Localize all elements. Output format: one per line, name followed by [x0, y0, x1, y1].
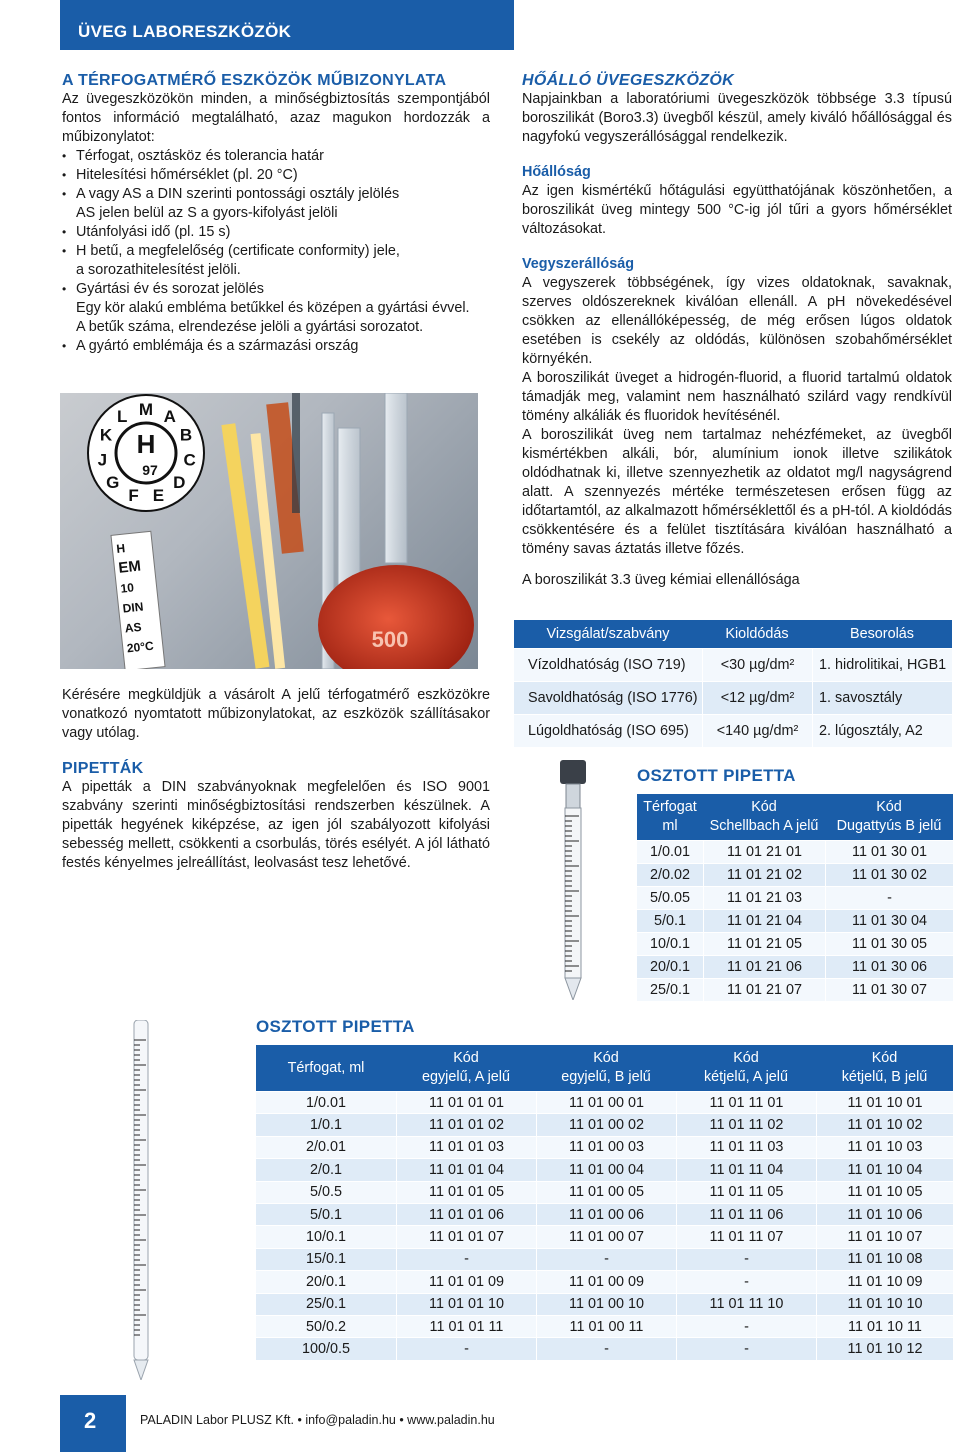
table-row — [256, 1136, 953, 1158]
chem-resistance-table — [514, 620, 952, 747]
table-cell: 11 01 10 09 — [816, 1270, 953, 1292]
table-cell: 2. lúgosztály, A2 — [812, 714, 952, 747]
tube-label-text: DIN — [121, 599, 145, 616]
table-cell: 11 01 30 02 — [825, 863, 953, 886]
table-cell: 11 01 11 01 — [676, 1091, 816, 1113]
table-header-text: Dugattyús B jelű — [836, 818, 942, 834]
pipette-table-right — [637, 794, 953, 1001]
chem-resistance-title: Vegyszerállóság — [522, 256, 634, 272]
table-header-text: Besorolás — [850, 625, 914, 642]
tube-label-text: AS — [124, 619, 143, 636]
table-cell: 11 01 11 05 — [676, 1181, 816, 1203]
table-cell: 10/0.1 — [637, 932, 703, 955]
table-header-row — [637, 794, 953, 840]
pipettes-title: PIPETTÁK — [62, 760, 144, 777]
cert-bullet-line: • Térfogat, osztásköz és tolerancia határ — [76, 148, 324, 164]
cert-bullet-line: • H betű, a megfelelőség (certificate conformity) jele, — [76, 243, 400, 259]
table-row — [256, 1315, 953, 1337]
table-cell: 11 01 00 10 — [536, 1293, 676, 1315]
table-cell: - — [676, 1270, 816, 1292]
table-header-cell — [676, 1045, 816, 1091]
table-cell: 5/0.1 — [637, 909, 703, 932]
table-cell: 11 01 00 07 — [536, 1225, 676, 1247]
cert-bullet-line: a sorozathitelesítést jelöli. — [76, 262, 241, 278]
table-row — [637, 886, 953, 909]
pipettes-section — [62, 760, 490, 873]
table-cell: 11 01 21 02 — [703, 863, 825, 886]
table-cell: 11 01 01 07 — [396, 1225, 536, 1247]
emblem-letter: E — [152, 486, 165, 506]
table-cell: 11 01 10 03 — [816, 1136, 953, 1158]
table-header-text: Kód — [453, 1050, 479, 1066]
tube-label-text: H — [115, 541, 126, 556]
table-header-text: Kód — [593, 1050, 619, 1066]
page-header-title: ÜVEG LABORESZKÖZÖK — [78, 22, 292, 41]
table-header-text: Vizsgálat/szabvány — [546, 625, 670, 642]
emblem-letter: M — [138, 400, 154, 419]
table-row — [637, 978, 953, 1001]
table-cell: 11 01 21 05 — [703, 932, 825, 955]
table-cell: 2/0.1 — [256, 1158, 396, 1180]
table-cell: - — [676, 1315, 816, 1337]
table-row — [256, 1270, 953, 1292]
table-cell: 5/0.5 — [256, 1181, 396, 1203]
table-header-cell — [812, 620, 952, 648]
page-number-box — [60, 1395, 126, 1452]
table-header-text: Térfogat, ml — [287, 1059, 365, 1076]
table-cell: 1/0.01 — [256, 1091, 396, 1113]
table-row — [514, 681, 952, 714]
table-cell: 11 01 11 07 — [676, 1225, 816, 1247]
table-cell: 2/0.01 — [256, 1136, 396, 1158]
cert-intro: Az üvegeszközökön minden, a minőségbiztosítás szempontjából fontos információ megtalálható, azaz magukon hordozzák a műbizonylatot: — [62, 91, 490, 145]
table-cell: 11 01 11 10 — [676, 1293, 816, 1315]
table-row — [256, 1091, 953, 1113]
tube-label-text: 20°C — [126, 638, 155, 656]
emblem-letter: A — [163, 407, 176, 426]
table-header-text: Schellbach A jelű — [709, 818, 819, 834]
table-cell: 11 01 00 06 — [536, 1203, 676, 1225]
table-cell: - — [536, 1248, 676, 1270]
table-cell: Vízoldhatóság (ISO 719) — [514, 648, 702, 681]
table-cell: 100/0.5 — [256, 1337, 396, 1359]
tube-label-text: 10 — [119, 580, 135, 596]
request-text: Kérésére megküldjük a vásárolt A jelű térfogatmérő eszközökre vonatkozó nyomtatott műbizonylatokat, az eszközök szállításakor vagy utólag. — [62, 687, 490, 741]
chem-paragraph-3: A boroszilikát üveg nem tartalmaz nehézfémeket, az üvegből kismértékben alkáli, bór, alumínium ionok illetve szilikátok oldódhatnak ki, illetve szennyezhetik az oldatot mg/l nagyságrend alatt. A szennyezés mértéke természetesen erősen függ az időtartamtól, az alkalmazott hőmérséklettől és a pH-tól. A kioldódás csökkentésére és a felület tisztítására kiválóan használható a tömény savas áztatás illetve főzés. — [522, 427, 952, 557]
cert-bullet-line: • Hitelesítési hőmérséklet (pl. 20 °C) — [76, 167, 298, 183]
table-row — [256, 1181, 953, 1203]
emblem-letter: G — [106, 472, 120, 492]
table-row — [637, 932, 953, 955]
table-cell: <30 µg/dm² — [702, 648, 812, 681]
table-cell: 11 01 00 04 — [536, 1158, 676, 1180]
emblem-letter: K — [99, 425, 113, 445]
table-header-row — [514, 620, 952, 648]
table-cell: 11 01 21 04 — [703, 909, 825, 932]
table-cell: 25/0.1 — [637, 978, 703, 1001]
table-cell: 11 01 01 03 — [396, 1136, 536, 1158]
table-row — [637, 863, 953, 886]
table-cell: 10/0.1 — [256, 1225, 396, 1247]
emblem-letter: C — [183, 450, 196, 470]
table-header-cell — [256, 1045, 396, 1091]
table-header-text: egyjelű, A jelű — [421, 1069, 510, 1085]
right-pipette-title: OSZTOTT PIPETTA — [637, 766, 796, 785]
table-cell: 11 01 00 02 — [536, 1113, 676, 1135]
table-row — [514, 714, 952, 747]
table-cell: 11 01 00 03 — [536, 1136, 676, 1158]
table-header-cell — [816, 1045, 953, 1091]
table-cell: 1. savosztály — [812, 681, 952, 714]
table-cell: - — [676, 1337, 816, 1359]
table-cell: 11 01 30 06 — [825, 955, 953, 978]
emblem-letter: J — [97, 450, 108, 470]
table-cell: 5/0.05 — [637, 886, 703, 909]
table-header-text: Térfogat — [643, 799, 697, 815]
table-header-cell — [702, 620, 812, 648]
table-cell: 11 01 01 05 — [396, 1181, 536, 1203]
table-row — [256, 1203, 953, 1225]
table-header-text: kétjelű, B jelű — [841, 1069, 928, 1085]
table-header-text: Kód — [733, 1050, 759, 1066]
table-header-text: egyjelű, B jelű — [561, 1069, 651, 1085]
heat-resistance-text: Az igen kismértékű hőtágulási együtthatójának köszönhetően, a boroszilikát üveg mintegy 500 °C-ig jól tűri a gyors hőmérséklet változásokat. — [522, 183, 952, 237]
table-cell: 11 01 10 05 — [816, 1181, 953, 1203]
cert-bullet-list — [62, 147, 490, 356]
table-cell: 20/0.1 — [256, 1270, 396, 1292]
table-cell: 11 01 10 07 — [816, 1225, 953, 1247]
table-header-cell — [536, 1045, 676, 1091]
table-cell: 1. hidrolitikai, HGB1 — [812, 648, 952, 681]
table-header-row — [256, 1045, 953, 1091]
svg-text:H: H — [136, 429, 156, 459]
table-cell: 11 01 30 07 — [825, 978, 953, 1001]
table-cell: 11 01 10 11 — [816, 1315, 953, 1337]
table-cell: 2/0.02 — [637, 863, 703, 886]
table-row — [256, 1113, 953, 1135]
table-cell: 11 01 21 06 — [703, 955, 825, 978]
heat-title: HŐÁLLÓ ÜVEGESZKÖZÖK — [522, 72, 734, 89]
table-cell: 5/0.1 — [256, 1203, 396, 1225]
graduated-pipette-image — [112, 1020, 172, 1380]
conformity-emblem — [88, 395, 204, 511]
table-header-cell — [637, 794, 703, 840]
cert-bullet-line: AS jelen belül az S a gyors-kifolyást jelöli — [76, 205, 338, 221]
table-cell: 11 01 21 03 — [703, 886, 825, 909]
cert-bullet-item — [62, 185, 490, 223]
cert-section — [62, 72, 490, 356]
table-cell: 11 01 10 10 — [816, 1293, 953, 1315]
cert-bullet-line: • A gyártó emblémája és a származási ország — [76, 338, 359, 354]
table-header-text: Kioldódás — [725, 625, 789, 642]
cert-bullet-line: A betűk száma, elrendezése jelöli a gyártási sorozatot. — [76, 319, 424, 335]
chem-paragraph-1: A vegyszerek többségének, így vizes oldatoknak, savaknak, szerves oldószereknek kiválóan ellenáll. A pH növekedésével csökken az ellenállóképesség, de még erősen lúgos oldatok esetében is csekély az oldódás, különösen szobahőmérséklet környékén. — [522, 275, 952, 367]
table-cell: 11 01 10 01 — [816, 1091, 953, 1113]
table-cell: 11 01 21 07 — [703, 978, 825, 1001]
table-cell: 1/0.1 — [256, 1113, 396, 1135]
emblem-letter: D — [173, 472, 186, 492]
table-row — [256, 1337, 953, 1359]
table-cell: Savoldhatóság (ISO 1776) — [514, 681, 702, 714]
table-cell: 11 01 01 11 — [396, 1315, 536, 1337]
table-cell: 11 01 01 04 — [396, 1158, 536, 1180]
table-cell: - — [825, 886, 953, 909]
table-cell: 11 01 11 02 — [676, 1113, 816, 1135]
table-cell: 11 01 00 11 — [536, 1315, 676, 1337]
table-row — [514, 648, 952, 681]
table-cell: 11 01 10 02 — [816, 1113, 953, 1135]
table-cell: 11 01 10 04 — [816, 1158, 953, 1180]
table-header-cell — [514, 620, 702, 648]
emblem-letter: F — [128, 486, 139, 506]
table-header-text: Kód — [876, 799, 902, 815]
table-cell: 20/0.1 — [637, 955, 703, 978]
table-cell: 11 01 11 03 — [676, 1136, 816, 1158]
pipettes-text: A pipetták a DIN szabványoknak megfelelően és ISO 9001 szabvány szerinti minőségbiztosítási rendszerben készülnek. A pipetták hegyének kiképzése, az igen jól szabályozott kifolyási sebesség mellett, csökkenti a csorbulás, törés esélyét. A jól látható festés kényelmes jelreállítást, leolvasást tesz lehetővé. — [62, 779, 490, 871]
table-row — [256, 1158, 953, 1180]
table-row — [637, 955, 953, 978]
table-cell: 11 01 10 06 — [816, 1203, 953, 1225]
table-cell: 11 01 01 01 — [396, 1091, 536, 1113]
table-row — [256, 1293, 953, 1315]
table-cell: 15/0.1 — [256, 1248, 396, 1270]
table-cell: 11 01 11 04 — [676, 1158, 816, 1180]
svg-text:500: 500 — [371, 627, 409, 652]
table-cell: 11 01 21 01 — [703, 840, 825, 863]
cert-bullet-item — [62, 147, 490, 166]
table-cell: 25/0.1 — [256, 1293, 396, 1315]
table-header-text: ml — [662, 818, 678, 834]
heat-intro: Napjainkban a laboratóriumi üvegeszközök többsége 3.3 típusú boroszilikát (Boro3.3) üvegből készül, amely kiváló hőállósággal és nagyfokú vegyszerállósággal rendelkezik. — [522, 91, 952, 145]
cert-bullet-item — [62, 166, 490, 185]
cert-title: A TÉRFOGATMÉRŐ ESZKÖZÖK MŰBIZONYLATA — [62, 72, 447, 89]
page-number: 2 — [84, 1408, 97, 1433]
table-header-text: Kód — [751, 799, 777, 815]
table-cell: 11 01 01 02 — [396, 1113, 536, 1135]
chem-paragraph-2: A boroszilikát üveget a hidrogén-fluorid, a fluorid tartalmú oldatok támadják meg, valamint nem használható szilárd vagy rendkívül tömény alkáliák és fluoridok hevítésénél. — [522, 370, 952, 424]
table-cell: 11 01 00 05 — [536, 1181, 676, 1203]
table-cell: 50/0.2 — [256, 1315, 396, 1337]
table-cell: - — [396, 1248, 536, 1270]
table-row — [637, 909, 953, 932]
table-cell: 11 01 01 10 — [396, 1293, 536, 1315]
table-cell: Lúgoldhatóság (ISO 695) — [514, 714, 702, 747]
table-cell: 11 01 30 05 — [825, 932, 953, 955]
table-cell: 11 01 30 04 — [825, 909, 953, 932]
table-cell: 11 01 11 06 — [676, 1203, 816, 1225]
pipette-label-strip — [111, 531, 165, 669]
glassware-illustration — [60, 393, 478, 669]
cert-bullet-item — [62, 280, 490, 337]
table-cell: - — [396, 1337, 536, 1359]
table-header-cell — [703, 794, 825, 840]
table-cell: <140 µg/dm² — [702, 714, 812, 747]
cert-bullet-line: Egy kör alakú embléma betűkkel és középen a gyártási évvel. — [76, 300, 470, 316]
table-header-text: Kód — [871, 1050, 898, 1066]
svg-text:97: 97 — [142, 462, 158, 478]
emblem-letter: B — [179, 425, 193, 445]
pipette-table-bottom — [256, 1045, 953, 1360]
table-row — [637, 840, 953, 863]
table-cell: 11 01 01 06 — [396, 1203, 536, 1225]
piston-pipette-image — [522, 760, 622, 1000]
table-row — [256, 1225, 953, 1247]
table-row — [256, 1248, 953, 1270]
table-header-cell — [825, 794, 953, 840]
table-cell: 11 01 10 08 — [816, 1248, 953, 1270]
heat-resistance-title: Hőállóság — [522, 164, 591, 180]
certificate-photo — [60, 393, 478, 669]
cert-bullet-item — [62, 223, 490, 242]
emblem-letter: L — [117, 407, 128, 426]
table-cell: 1/0.01 — [637, 840, 703, 863]
cert-bullet-item — [62, 242, 490, 280]
table-cell: 11 01 00 09 — [536, 1270, 676, 1292]
table-cell: - — [536, 1337, 676, 1359]
cert-bullet-line: • A vagy AS a DIN szerinti pontossági osztály jelölés — [76, 186, 400, 202]
table-cell: 11 01 01 09 — [396, 1270, 536, 1292]
table-cell: 11 01 00 01 — [536, 1091, 676, 1113]
bottom-pipette-title: OSZTOTT PIPETTA — [256, 1017, 415, 1036]
chem-table-caption: A boroszilikát 3.3 üveg kémiai ellenállósága — [522, 572, 800, 588]
footer-company: PALADIN Labor PLUSZ Kft. • info@paladin.hu • www.paladin.hu — [140, 1413, 495, 1427]
cert-bullet-line: • Gyártási év és sorozat jelölés — [76, 281, 264, 297]
cert-bullet-item — [62, 337, 490, 356]
table-cell: 11 01 10 12 — [816, 1337, 953, 1359]
cert-bullet-line: • Utánfolyási idő (pl. 15 s) — [76, 224, 231, 240]
table-header-text: kétjelű, A jelű — [703, 1069, 788, 1085]
table-header-cell — [396, 1045, 536, 1091]
heat-section — [522, 72, 952, 590]
page-header-bar — [60, 0, 514, 50]
table-cell: <12 µg/dm² — [702, 681, 812, 714]
tube-label-text: EM — [117, 557, 142, 577]
table-cell: 11 01 30 01 — [825, 840, 953, 863]
table-cell: - — [676, 1248, 816, 1270]
